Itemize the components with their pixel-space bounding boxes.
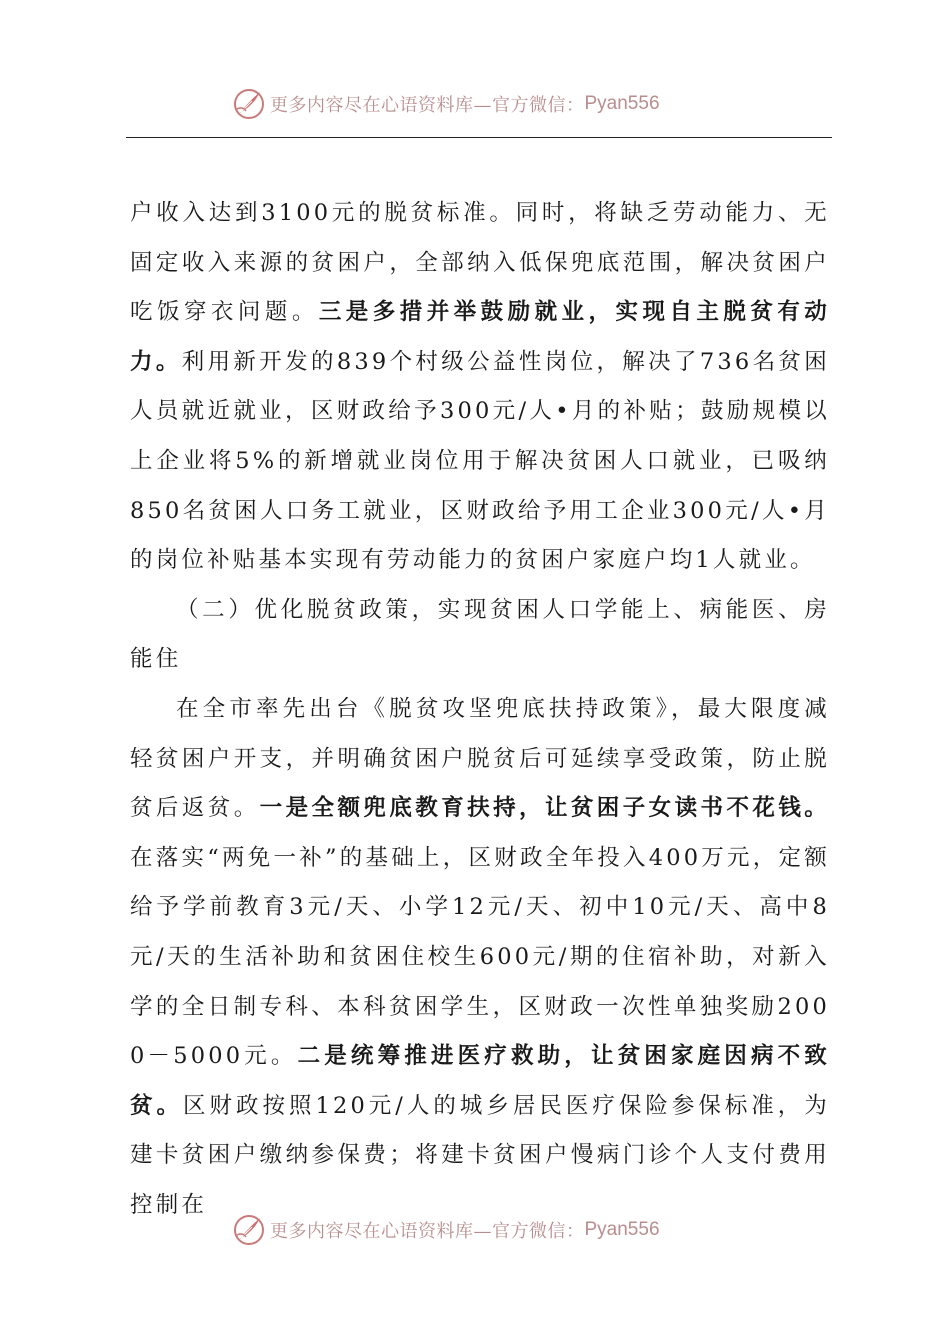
paragraph-1 <box>130 189 830 586</box>
paragraph-1-text: 户收入达到3100元的脱贫标准。同时，将缺乏劳动能力、无固定收入来源的贫困户，全部纳入低保兜底范围，解决贫困户吃饭穿衣问题。 <box>130 200 830 326</box>
feather-pen-logo-icon <box>232 1213 266 1247</box>
paragraph-1-bold: 三是多措并举鼓励就业，实现自主脱贫有动力。 <box>130 299 830 375</box>
feather-pen-logo-icon <box>232 87 266 121</box>
footer-banner <box>232 1210 752 1250</box>
header-divider <box>126 137 832 138</box>
paragraph-2-tail: 区财政按照120元/人的城乡居民医疗保险参保标准，为建卡贫困户缴纳参保费；将建卡贫困户慢病门诊个人支付费用控制在 <box>130 1092 830 1218</box>
paragraph-2 <box>130 685 830 1231</box>
paragraph-2-mid: 在落实“两免一补”的基础上，区财政全年投入400万元，定额给予学前教育3元/天、小学12元/天、初中10元/天、高中8元/天的生活补助和贫困住校生600元/期的住宿补助，对新入学的全日制专科、本科贫困学生，区财政一次性单独奖励2000－5000元。 <box>130 844 830 1070</box>
section-heading-2: （二）优化脱贫政策，实现贫困人口学能上、病能医、房能住 <box>130 596 830 673</box>
document-body <box>130 189 830 1230</box>
paragraph-2-bold-1: 一是全额兜底教育扶持，让贫困子女读书不花钱。 <box>259 795 830 822</box>
header-banner-text: 更多内容尽在心语资料库—官方微信： <box>270 95 585 116</box>
footer-banner-text: 更多内容尽在心语资料库—官方微信： <box>270 1221 585 1242</box>
header-wechat-id: Pyan556 <box>584 93 660 114</box>
paragraph-2-text: 在全市率先出台《脱贫攻坚兜底扶持政策》，最大限度减轻贫困户开支，并明确贫困户脱贫后可延续享受政策，防止脱贫后返贫。 <box>130 695 830 822</box>
footer-wechat-id: Pyan556 <box>584 1219 660 1240</box>
paragraph-1-tail: 利用新开发的839个村级公益性岗位，解决了736名贫困人员就近就业，区财政给予300元/人•月的补贴；鼓励规模以上企业将5%的新增就业岗位用于解决贫困人口就业，已吸纳850名贫困人口务工就业，区财政给予用工企业300元/人•月的岗位补贴基本实现有劳动能力的贫困户家庭户均1人就业。 <box>130 348 830 574</box>
header-banner <box>232 84 752 124</box>
paragraph-2-bold-2: 二是统筹推进医疗救助，让贫困家庭因病不致贫。 <box>130 1043 830 1119</box>
